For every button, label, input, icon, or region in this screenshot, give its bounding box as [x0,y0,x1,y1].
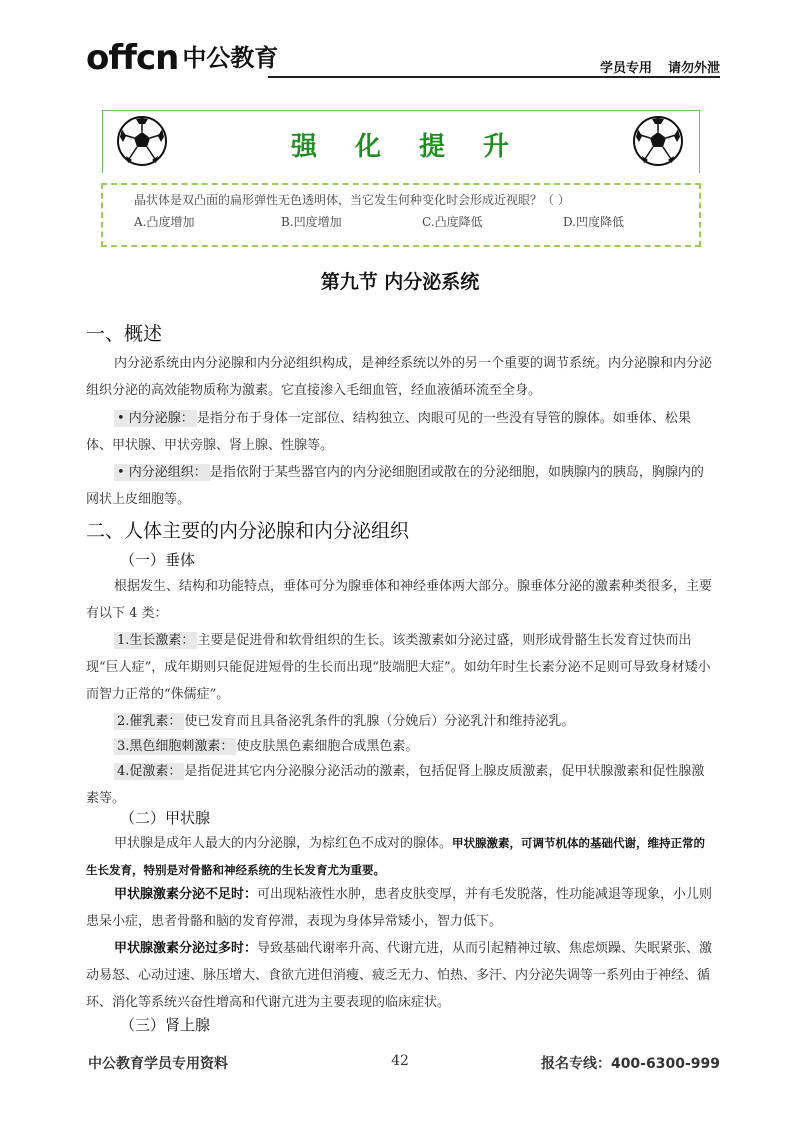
thyroid-deficiency-term: 甲状腺激素分泌不足时： [114,887,258,902]
endocrine-tissue-text: 是指依附于某些器官内的内分泌细胞团或散在的分泌细胞，如胰腺内的胰岛，胸腺内的网状上皮细胞等。 [86,465,704,507]
header-note-a: 学员专用 [599,61,652,76]
subheading-adrenal: （三）肾上腺 [120,1016,211,1034]
prolactin-term: 2.催乳素： [114,713,184,730]
thyroid-excess-term: 甲状腺激素分泌过多时： [114,941,258,956]
banner-title: 强化提升 [290,132,547,162]
subheading-pituitary: （一）垂体 [120,551,196,569]
prolactin-text: 使已发育而且具备泌乳条件的乳腺（分娩后）分泌乳汁和维持泌乳。 [184,714,575,729]
page-number: 42 [391,1053,409,1069]
soccer-ball-icon [632,115,684,167]
tropic-hormone-term: 4.促激素： [114,763,184,780]
endocrine-gland-text: 是指分布于身体一定部位、结构独立、肉眼可见的一些没有导管的腺体。如垂体、松果体、甲状腺、甲状旁腺、肾上腺、性腺等。 [86,411,691,453]
endocrine-tissue-definition [86,459,714,513]
heading-overview: 一、概述 [86,323,163,345]
tropic-hormone-text: 是指促进其它内分泌腺分泌活动的激素，包括促肾上腺皮质激素，促甲状腺激素和促性腺激素等。 [86,764,705,806]
thyroid-paragraph [86,830,714,884]
logo-chinese: 中公教育 [182,44,279,72]
tropic-hormone-item [86,758,714,812]
thyroid-deficiency [86,881,714,935]
header-rule [268,76,720,78]
pituitary-intro: 根据发生、结构和功能特点，垂体可分为腺垂体和神经垂体两大部分。腺垂体分泌的激素种类很多，主要有以下 4 类： [86,579,713,621]
thyroid-intro: 甲状腺是成年人最大的内分泌腺，为棕红色不成对的腺体。 [114,836,453,851]
overview-paragraph: 内分泌系统由内分泌腺和内分泌组织构成，是神经系统以外的另一个重要的调节系统。内分泌腺和内分泌组织分泌的高效能物质称为激素。它直接渗入毛细血管，经血液循环流至全身。 [86,356,713,398]
header-note [600,57,720,76]
option-d: D.凹度降低 [563,215,625,229]
endocrine-gland-definition [86,405,714,459]
thyroid-hormone-function: 甲状腺激素，可调节机体的基础代谢，维持正常的生长发育，特别是对骨骼和神经系统的生长发育尤为重要。 [86,836,706,877]
thyroid-deficiency-text: 可出现粘液性水肿，患者皮肤变厚，并有毛发脱落，性功能减退等现象，小儿则患呆小症，患者骨骼和脑的发育停滞，表现为身体异常矮小，智力低下。 [86,887,713,929]
endocrine-tissue-term: • 内分泌组织： [114,464,210,481]
msh-term: 3.黑色细胞刺激素： [114,738,236,755]
msh-item [86,733,714,760]
logo-latin: offcn [86,38,179,78]
subheading-thyroid: （二）甲状腺 [120,809,211,827]
endocrine-gland-term: • 内分泌腺： [114,410,197,427]
option-b: B.凹度增加 [281,215,342,229]
thyroid-excess-text: 导致基础代谢率升高、代谢亢进，从而引起精神过敏、焦虑烦躁、失眠紧张、激动易怒、心动过速、脉压增大、食欲亢进但消瘦、疲乏无力、怕热、多汗、内分泌失调等一系列由于神经、循环、消化等系统兴奋性增高和代谢亢进为主要表现的临床症状。 [86,941,713,1010]
offcn-logo [86,36,278,76]
exercise-question: 晶状体是双凸面的扁形弹性无色透明体，当它发生何种变化时会形成近视眼？（ ） [134,193,570,207]
prolactin-item [86,708,714,735]
msh-text: 使皮肤黑色素细胞合成黑色素。 [236,739,419,754]
growth-hormone-term: 1.生长激素： [114,632,197,649]
footer-left: 中公教育学员专用资料 [88,1056,228,1072]
growth-hormone-text: 主要是促进骨和软骨组织的生长。该类激素如分泌过盛，则形成骨骼生长发育过快而出现“巨人症”，成年期则只能促进短骨的生长而出现“肢端肥大症”。如幼年时生长素分泌不足则可导致身材矮小而智力正常的“侏儒症”。 [86,633,711,702]
header-note-b: 请勿外泄 [667,61,720,76]
thyroid-excess [86,935,714,1016]
footer-hotline: 报名专线：400-6300-999 [540,1056,720,1072]
option-c: C.凸度降低 [422,215,483,229]
growth-hormone-item [86,627,714,708]
heading-main-glands: 二、人体主要的内分泌腺和内分泌组织 [86,520,410,542]
option-a: A.凸度增加 [134,215,195,229]
section-title: 第九节 内分泌系统 [320,271,480,293]
